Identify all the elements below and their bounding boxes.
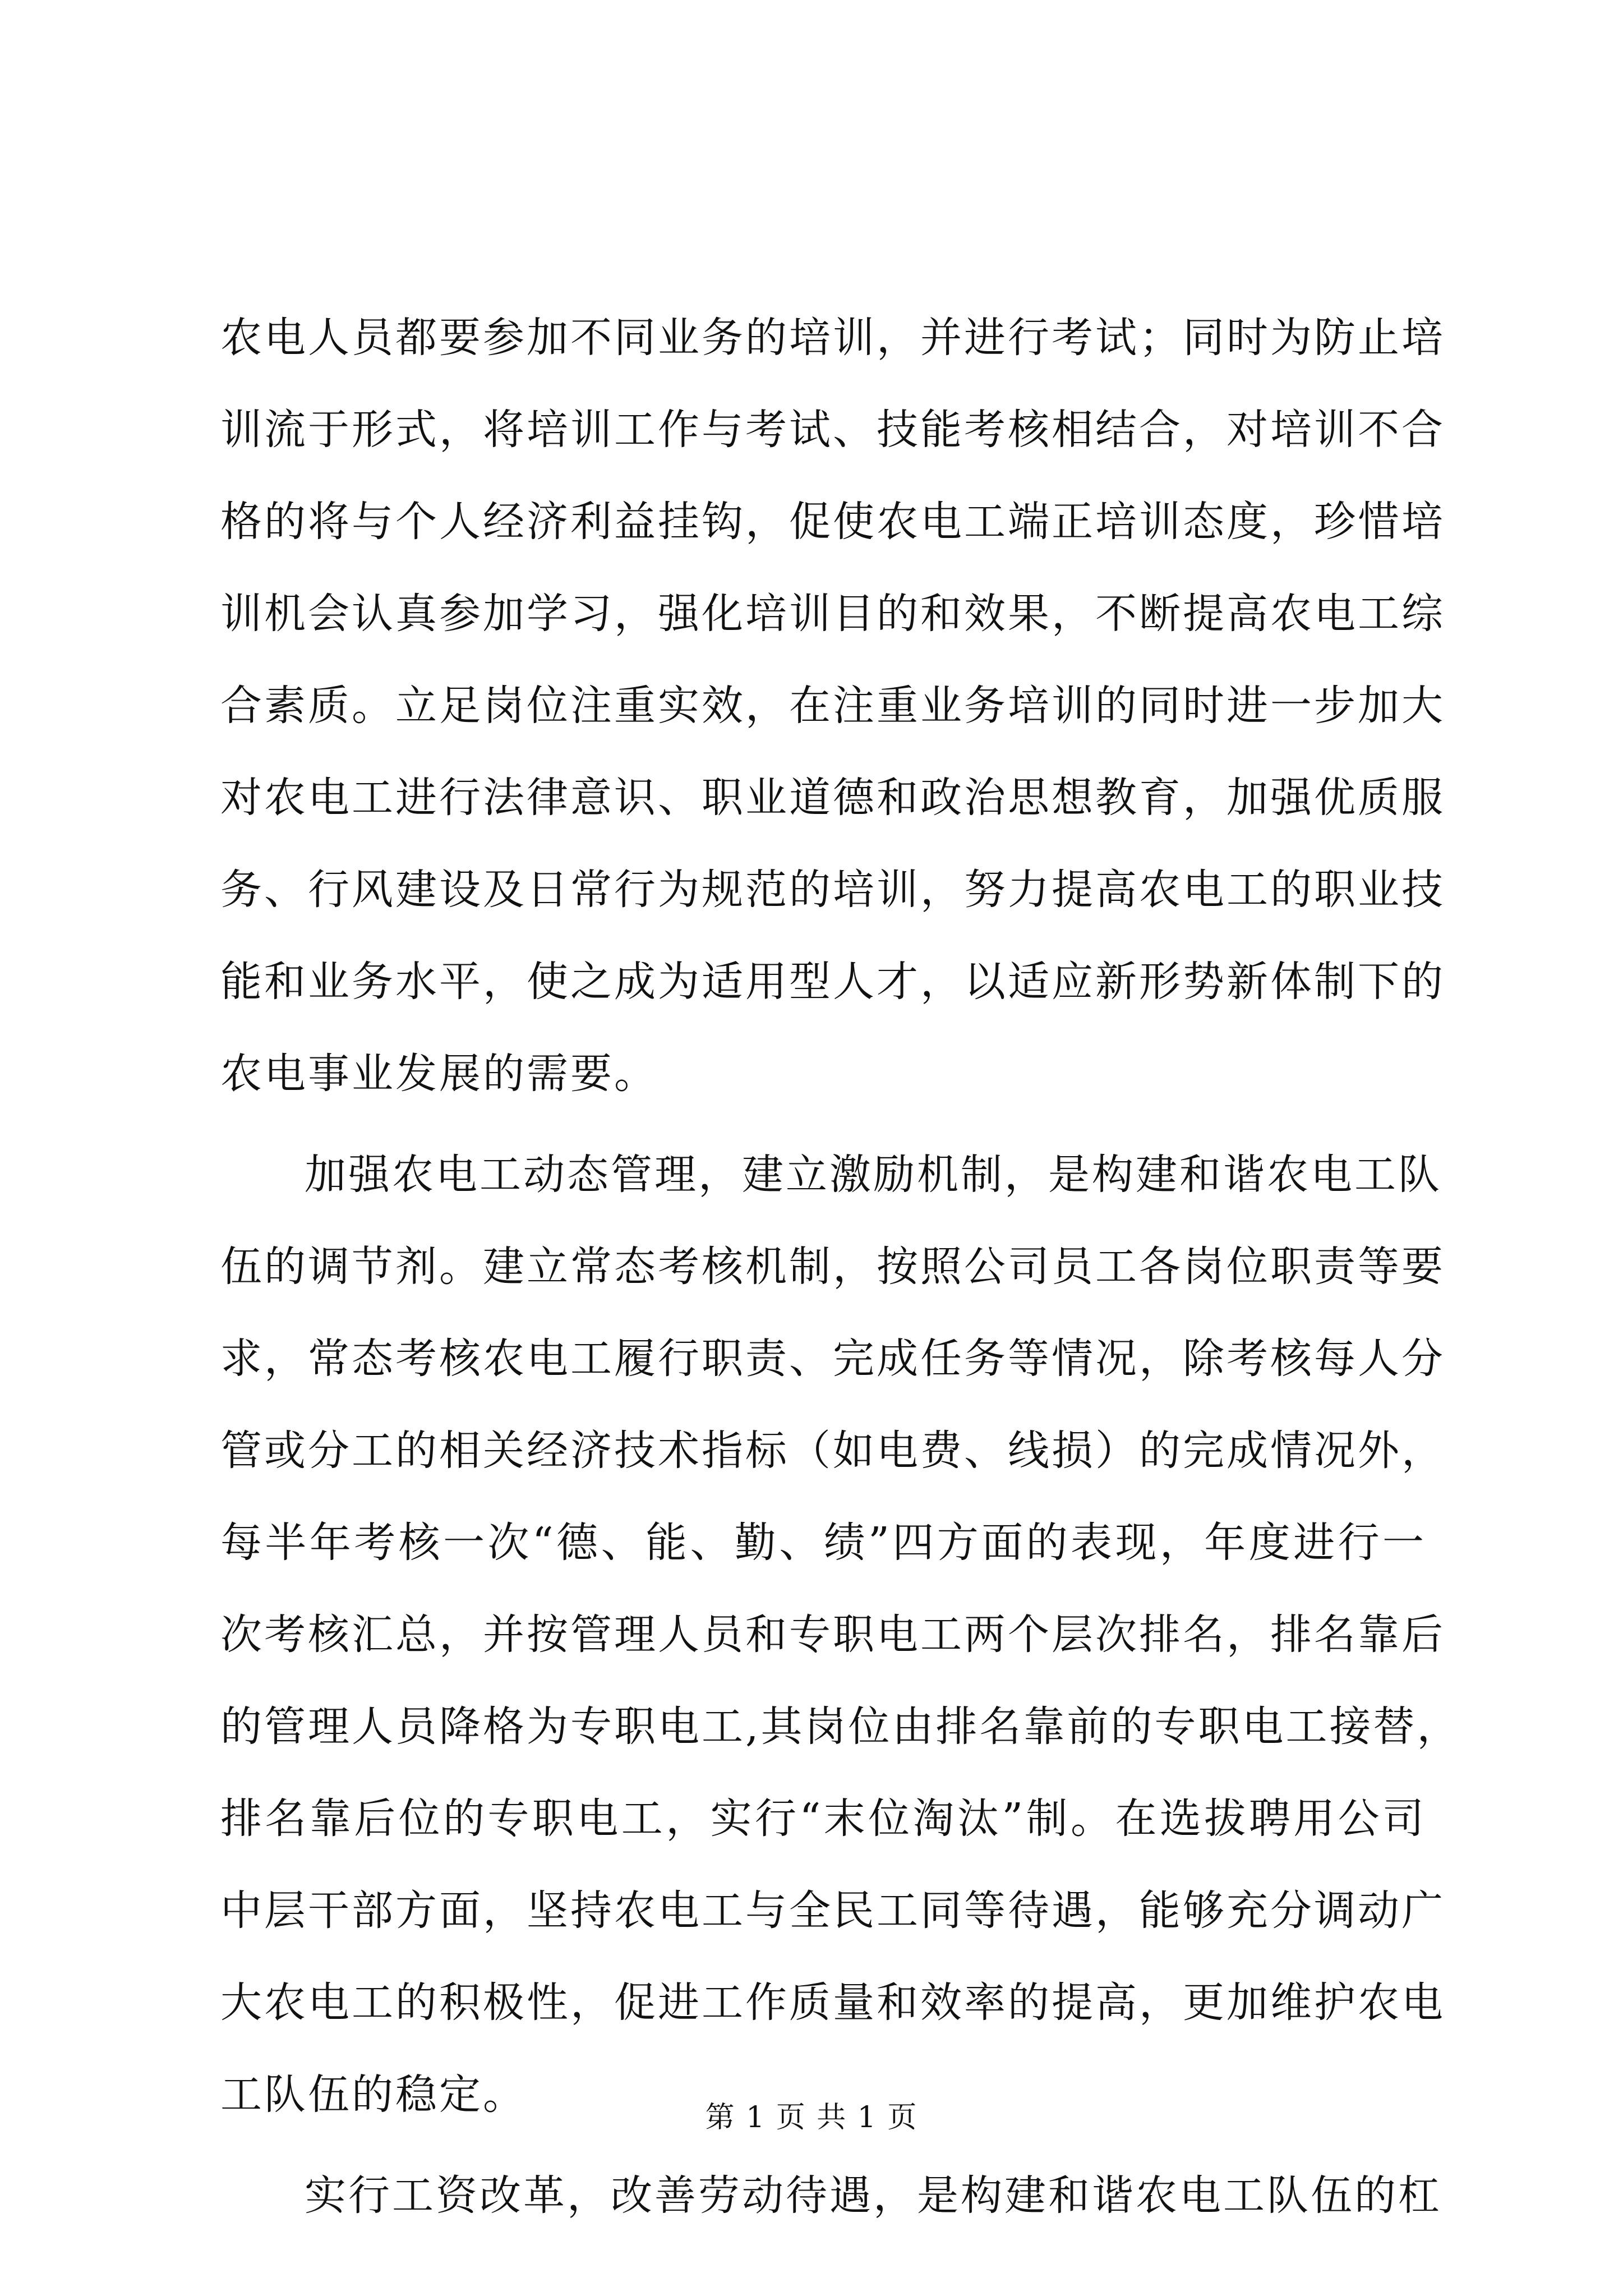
paragraph-line: 每半年考核一次“德、能、勤、绩”四方面的表现，年度进行一 bbox=[220, 1519, 1426, 1567]
body-text bbox=[220, 292, 1461, 2242]
paragraph-line: 求，常态考核农电工履行职责、完成任务等情况，除考核每人分 bbox=[220, 1335, 1445, 1383]
paragraph-line: 合素质。立足岗位注重实效，在注重业务培训的同时进一步加大 bbox=[220, 682, 1445, 730]
paragraph-line: 格的将与个人经济利益挂钩，促使农电工端正培训态度，珍惜培 bbox=[220, 498, 1445, 546]
paragraph-line: 农电人员都要参加不同业务的培训，并进行考试；同时为防止培 bbox=[220, 314, 1445, 362]
page-footer: 第 1 页 共 1 页 bbox=[705, 2101, 918, 2134]
paragraph-line: 训流于形式，将培训工作与考试、技能考核相结合，对培训不合 bbox=[220, 406, 1445, 454]
paragraph-line: 加强农电工动态管理，建立激励机制，是构建和谐农电工队 bbox=[305, 1151, 1442, 1199]
paragraph-line: 管或分工的相关经济技术指标（如电费、线损）的完成情况外， bbox=[220, 1427, 1445, 1475]
paragraph-line: 训机会认真参加学习，强化培训目的和效果，不断提高农电工综 bbox=[220, 590, 1445, 638]
paragraph-line: 对农电工进行法律意识、职业道德和政治思想教育，加强优质服 bbox=[220, 774, 1445, 822]
paragraph-line: 大农电工的积极性，促进工作质量和效率的提高，更加维护农电 bbox=[220, 1978, 1445, 2027]
paragraph-gap bbox=[220, 1120, 1426, 1129]
paragraph-line: 次考核汇总，并按管理人员和专职电工两个层次排名，排名靠后 bbox=[220, 1611, 1445, 1659]
paragraph-line: 实行工资改革，改善劳动待遇，是构建和谐农电工队伍的杠 bbox=[305, 2171, 1442, 2220]
paragraph-line: 农电事业发展的需要。 bbox=[220, 1050, 658, 1098]
paragraph-2 bbox=[220, 1129, 1461, 2141]
paragraph-line: 的管理人员降格为专职电工,其岗位由排名靠前的专职电工接替， bbox=[220, 1703, 1461, 1751]
paragraph-3 bbox=[220, 2150, 1442, 2242]
paragraph-line: 中层干部方面，坚持农电工与全民工同等待遇，能够充分调动广 bbox=[220, 1887, 1445, 1935]
paragraph-line: 能和业务水平，使之成为适用型人才，以适应新形势新体制下的 bbox=[220, 958, 1445, 1006]
paragraph-line: 伍的调节剂。建立常态考核机制，按照公司员工各岗位职责等要 bbox=[220, 1243, 1445, 1291]
paragraph-1 bbox=[220, 292, 1445, 1120]
paragraph-line: 排名靠后位的专职电工，实行“末位淘汰”制。在选拔聘用公司 bbox=[220, 1795, 1426, 1843]
paragraph-line: 工队伍的稳定。 bbox=[220, 2070, 527, 2119]
paragraph-gap bbox=[220, 2141, 1426, 2150]
paragraph-line: 务、行风建设及日常行为规范的培训，努力提高农电工的职业技 bbox=[220, 866, 1445, 914]
